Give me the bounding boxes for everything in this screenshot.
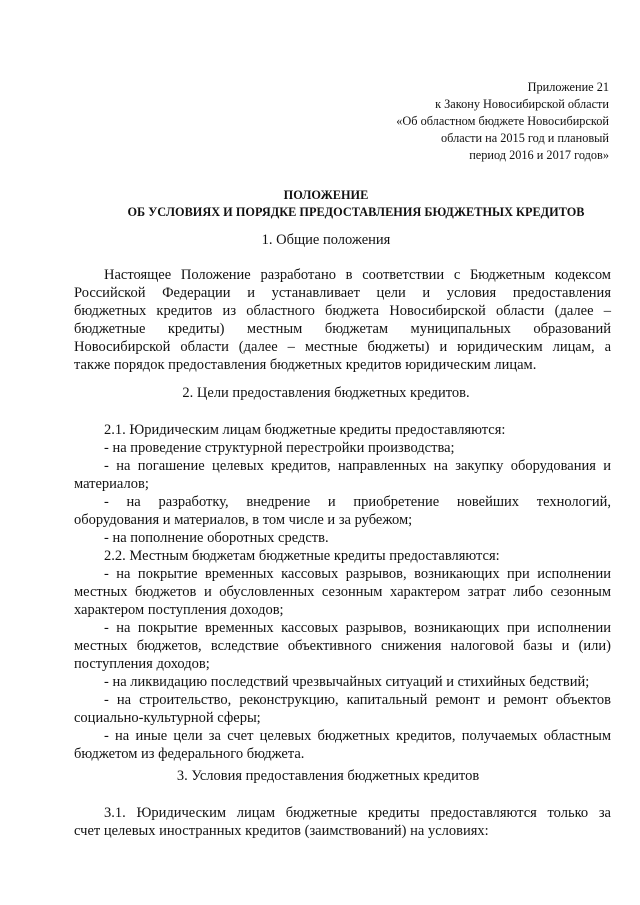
list-item: - на разработку, внедрение и приобретение новейших технологий, <box>104 494 611 510</box>
list-item: - на иные цели за счет целевых бюджетных кредитов, получаемых областным <box>104 728 611 744</box>
paragraph-line: Российской Федерации и устанавливает цели и условия предоставления <box>74 285 611 301</box>
appendix-line: к Закону Новосибирской области <box>435 97 609 111</box>
paragraph-line: материалов; <box>74 476 149 492</box>
paragraph-line: бюджетные кредиты) местным бюджетам муниципальных образований <box>74 321 611 337</box>
list-item: - на проведение структурной перестройки производства; <box>104 440 455 456</box>
document-subtitle: ОБ УСЛОВИЯХ И ПОРЯДКЕ ПРЕДОСТАВЛЕНИЯ БЮДЖЕТНЫХ КРЕДИТОВ <box>127 205 585 219</box>
paragraph-line: Новосибирской области (далее – местные бюджеты) и юридическим лицам, а <box>74 339 611 355</box>
paragraph-line: поступления доходов; <box>74 656 210 672</box>
section-goals-body <box>74 421 611 763</box>
list-item: - на строительство, реконструкцию, капитальный ремонт и ремонт объектов <box>104 692 611 708</box>
section-general-body <box>74 266 611 374</box>
list-item: - на покрытие временных кассовых разрывов, возникающих при исполнении <box>104 620 611 636</box>
paragraph-line: бюджетных кредитов из областного бюджета Новосибирской области (далее – <box>74 303 611 319</box>
paragraph-line: счет целевых иностранных кредитов (заимствований) на условиях: <box>74 823 489 839</box>
paragraph-line: 2.1. Юридическим лицам бюджетные кредиты предоставляются: <box>104 422 506 438</box>
paragraph-line: оборудования и материалов, в том числе и за рубежом; <box>74 512 413 528</box>
section-heading-conditions: 3. Условия предоставления бюджетных кредитов <box>176 768 480 784</box>
paragraph-line: социально-культурной сферы; <box>74 710 261 726</box>
paragraph-line: также порядок предоставления бюджетных кредитов юридическим лицам. <box>74 357 537 373</box>
appendix-line: «Об областном бюджете Новосибирской <box>396 114 609 128</box>
appendix-line: области на 2015 год и плановый <box>440 131 609 145</box>
paragraph-line: 2.2. Местным бюджетам бюджетные кредиты предоставляются: <box>104 548 500 564</box>
appendix-line: период 2016 и 2017 годов» <box>469 148 609 162</box>
section-heading-general: 1. Общие положения <box>261 232 391 248</box>
document-title: ПОЛОЖЕНИЕ <box>283 188 369 202</box>
list-item: - на погашение целевых кредитов, направленных на закупку оборудования и <box>104 458 611 474</box>
list-item: - на пополнение оборотных средств. <box>104 530 329 546</box>
section-conditions-body <box>74 804 611 840</box>
paragraph-line: бюджетом из федерального бюджета. <box>74 746 305 762</box>
paragraph-line: местных бюджетов и обусловленных сезонным характером затрат либо сезонным <box>74 584 611 600</box>
list-item: - на ликвидацию последствий чрезвычайных ситуаций и стихийных бедствий; <box>104 674 590 690</box>
paragraph-line: Настоящее Положение разработано в соответствии с Бюджетным кодексом <box>104 267 611 283</box>
paragraph-line: местных бюджетов, вследствие объективного снижения налоговой базы и (или) <box>74 638 611 654</box>
appendix-header <box>396 79 609 164</box>
list-item: - на покрытие временных кассовых разрывов, возникающих при исполнении <box>104 566 611 582</box>
paragraph-line: характером поступления доходов; <box>74 602 284 618</box>
paragraph-line: 3.1. Юридическим лицам бюджетные кредиты предоставляются только за <box>104 805 611 821</box>
appendix-line: Приложение 21 <box>527 80 609 94</box>
section-heading-goals: 2. Цели предоставления бюджетных кредитов. <box>182 385 470 401</box>
